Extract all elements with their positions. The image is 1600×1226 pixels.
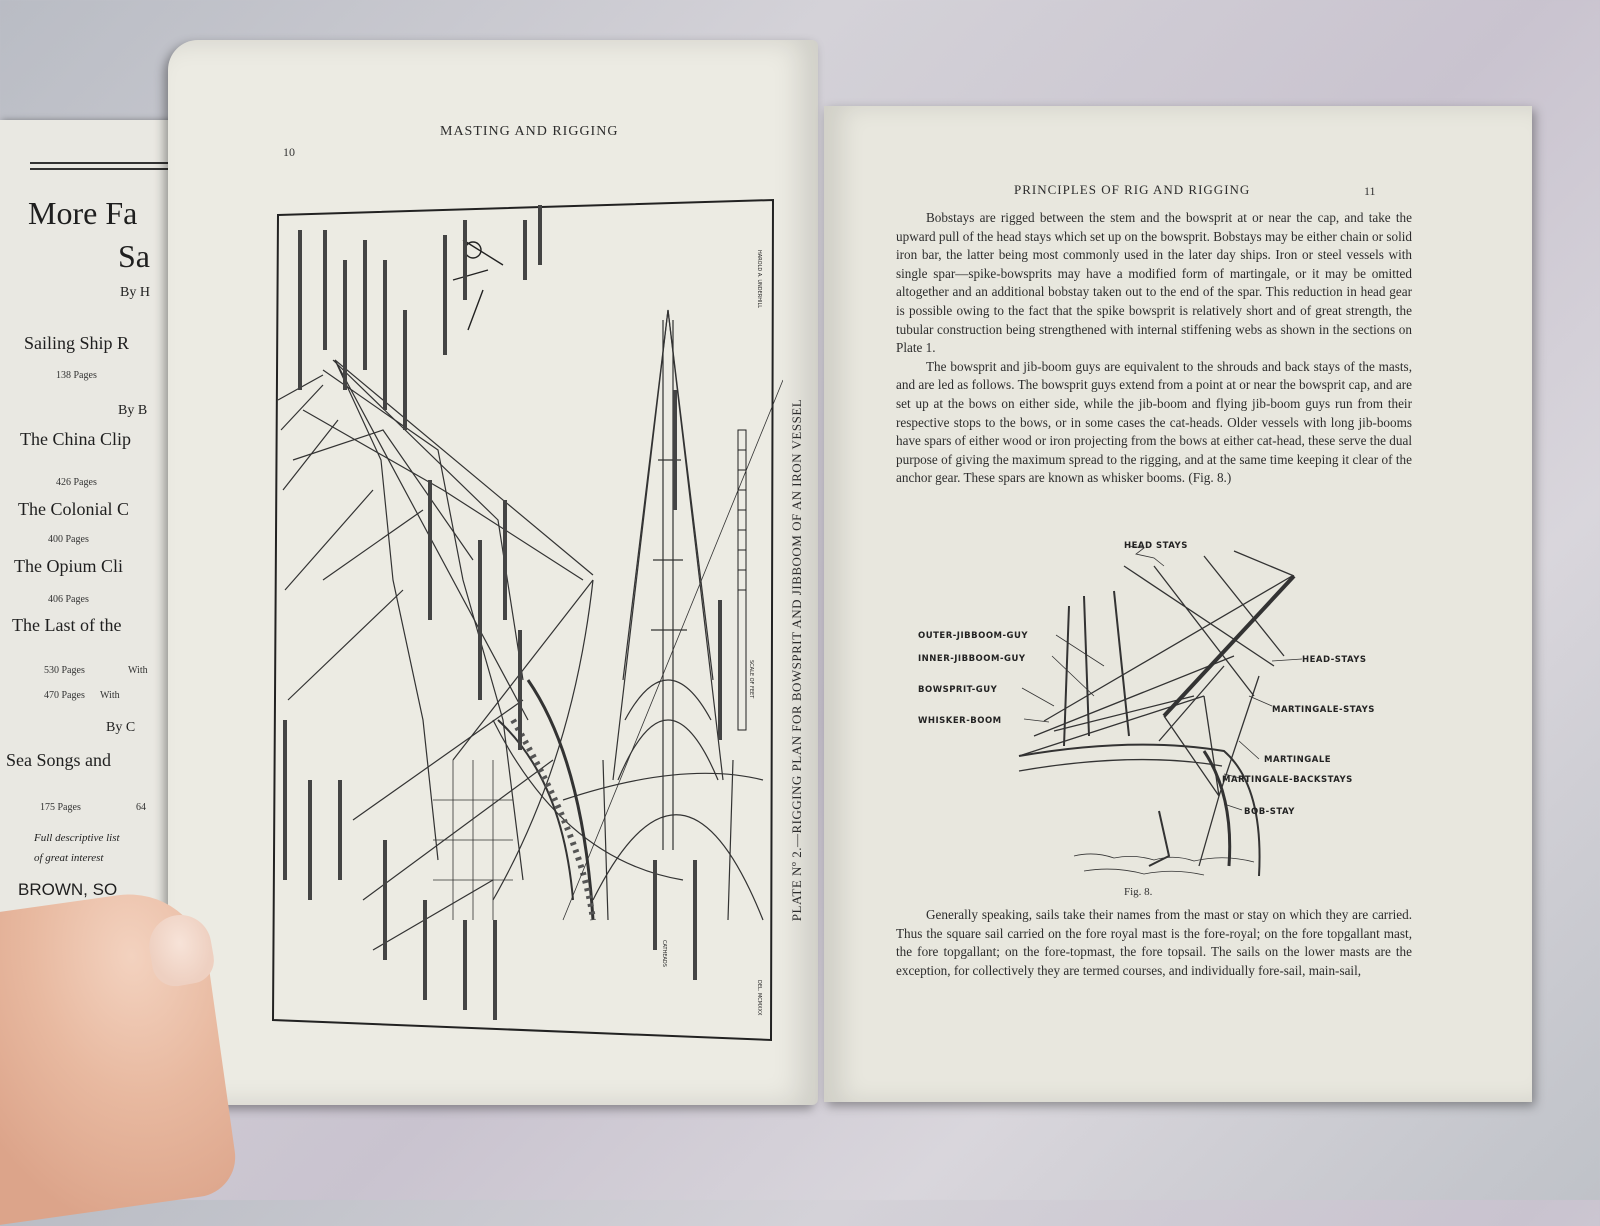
fig-label-martingale-backstays: MARTINGALE-BACKSTAYS <box>1222 775 1353 785</box>
page-number: 10 <box>283 145 295 159</box>
jacket-pages: 400 Pages <box>48 534 89 545</box>
jacket-book-title: The China Clip <box>20 429 131 449</box>
fig-label-inner-jibboom-guy: INNER-JIBBOOM-GUY <box>918 654 1026 664</box>
page-number: 11 <box>1364 184 1376 198</box>
jacket-title: More Fa <box>28 195 138 231</box>
jacket-author: By B <box>118 403 148 418</box>
jacket-publisher: BROWN, SO <box>18 880 118 899</box>
body-text-bottom <box>896 906 1412 980</box>
fig-label-head-stays-right: HEAD-STAYS <box>1302 655 1367 665</box>
right-page <box>824 106 1532 1102</box>
scale-label: SCALE OF FEET <box>748 660 754 699</box>
jacket-book-title: The Opium Cli <box>14 556 123 576</box>
jacket-footer: Full descriptive list <box>34 832 120 844</box>
left-page <box>168 40 818 1105</box>
figure-caption: Fig. 8. <box>1124 886 1153 898</box>
plate-caption-holder <box>779 380 804 940</box>
jacket-pages: 175 Pages <box>40 802 81 813</box>
jacket-pages: With <box>128 665 148 676</box>
jacket-pages: 64 <box>136 802 146 813</box>
fig-label-whisker-boom: WHISKER-BOOM <box>918 716 1002 726</box>
jacket-pages: With <box>100 690 120 701</box>
jacket-pages: 138 Pages <box>56 370 97 381</box>
jacket-book-title: Sea Songs and <box>6 750 111 770</box>
jacket-pages: 406 Pages <box>48 594 89 605</box>
paragraph: The bowsprit and jib-boom guys are equivalent to the shrouds and back stays of the masts, and are led as follows. The bowsprit guys extend from a point at or near the bowsprit cap, and are set up at the bows on either side, while the jib-boom and flying jib-boom guys run from their respective stops to the bows, or in some cases the cat-heads. Older vessels with long jib-booms have spars of either wood or iron projecting from the bows at either cat-head, these serve the dual purpose of giving the maximum spread to the rigging, and at the same time keeping it clear of the anchor gear. These spars are known as whisker booms. (Fig. 8.) <box>896 358 1412 486</box>
plate-caption: PLATE Nº 2.—RIGGING PLAN FOR BOWSPRIT AND JIBBOOM OF AN IRON VESSEL <box>789 398 804 922</box>
plate-credit: DEL. MCMXXX <box>756 980 762 1016</box>
fig-label-outer-jibboom-guy: OUTER-JIBBOOM-GUY <box>918 631 1029 641</box>
fig-label-martingale-stays: MARTINGALE-STAYS <box>1272 705 1375 715</box>
jacket-title: Sa <box>118 238 150 274</box>
jacket-book-title: The Last of the <box>12 615 122 635</box>
jacket-pages: 426 Pages <box>56 477 97 488</box>
jacket-footer: of great interest <box>34 852 104 864</box>
fig-label-head-stays: HEAD STAYS <box>1124 541 1188 551</box>
jacket-book-title: Sailing Ship R <box>24 333 130 353</box>
jacket-author: By C <box>106 720 136 735</box>
running-head: PRINCIPLES OF RIG AND RIGGING <box>1014 182 1251 197</box>
rigging-plate <box>263 160 783 1050</box>
paragraph: Generally speaking, sails take their names from the mast or stay on which they are carried. Thus the square sail carried on the fore royal mast is the fore-royal; on the fore topgallant mast, the fore topgallant; on the fore-topmast, the fore topsail. The sails on the lower masts are the exception, for collectively they are termed courses, and individually fore-sail, main-sail, <box>896 907 1412 978</box>
plate-signature: HAROLD A. UNDERHILL <box>756 250 762 309</box>
jacket-pages: 530 Pages <box>44 665 85 676</box>
jacket-author: By H <box>120 285 150 300</box>
fig-label-bob-stay: BOB-STAY <box>1244 807 1295 817</box>
body-text-top <box>896 209 1412 488</box>
paragraph: Bobstays are rigged between the stem and the bowsprit at or near the cap, and take the upward pull of the head stays which set up on the bowsprit. Bobstays may be either chain or solid iron bar, the latter being most commonly used in the later day ships. Iron or steel vessels with single spar—spike-bowsprits may have a modified form of martingale, or it may be omitted altogether and an additional bobstay taken out to the end of the spar. This reduction in head gear is possible owing to the fact that the spike bowsprit is relatively short and of great strength, the tubular construction being strengthened with internal stiffening webs as shown in the sections on Plate 1. <box>896 210 1412 356</box>
catheads-label: CATHEADS <box>661 940 667 967</box>
fig-label-martingale: MARTINGALE <box>1264 755 1332 765</box>
jacket-pages: 470 Pages <box>44 690 85 701</box>
figure-8 <box>904 536 1424 896</box>
fig-label-bowsprit-guy: BOWSPRIT-GUY <box>918 685 998 695</box>
running-head: MASTING AND RIGGING <box>440 124 619 139</box>
jacket-book-title: The Colonial C <box>18 499 129 519</box>
